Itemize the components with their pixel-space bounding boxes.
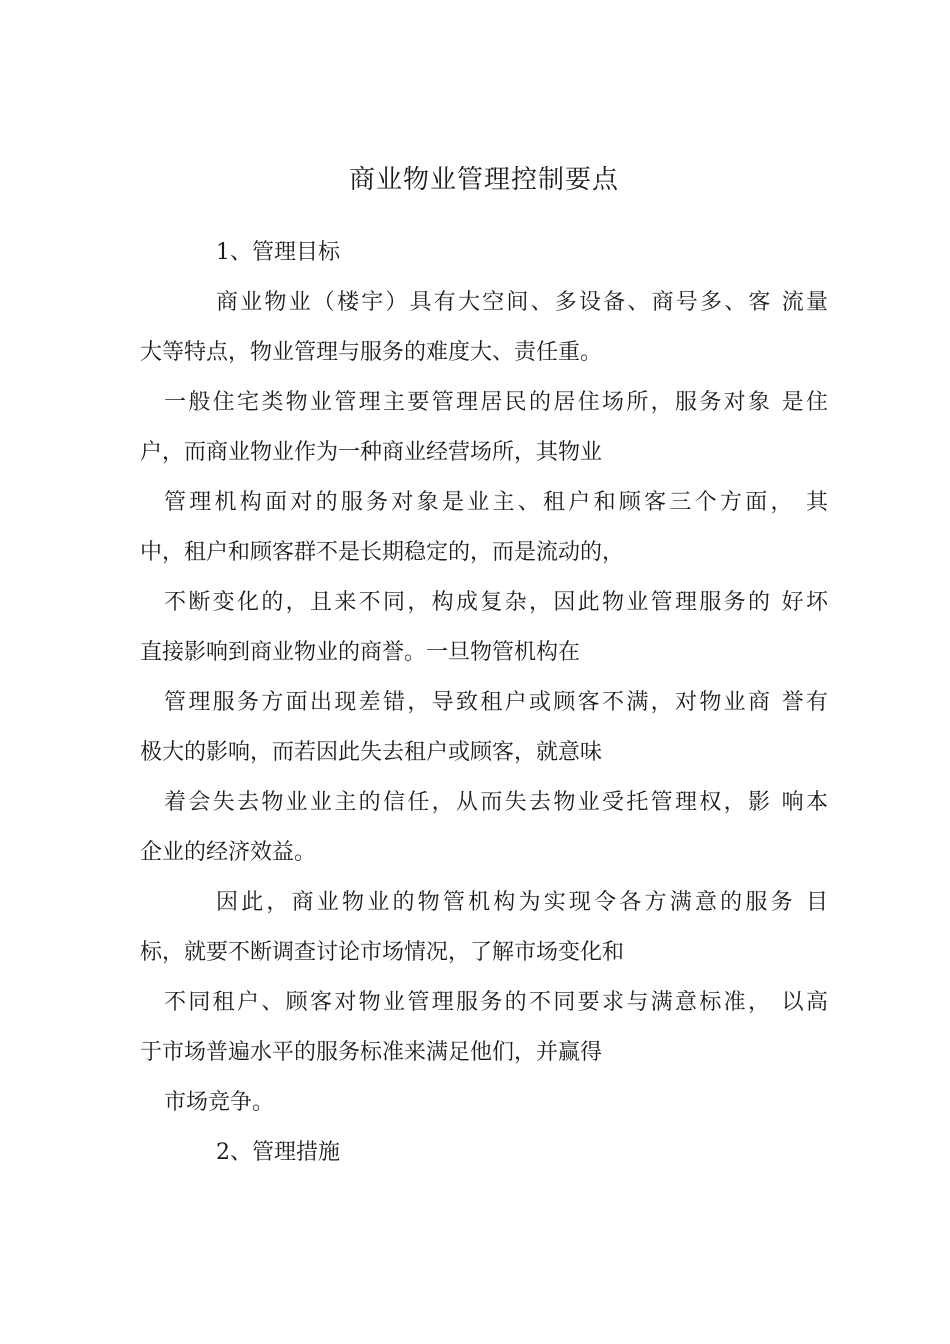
paragraph-line: 管理服务方面出现差错，导致租户或顾客不满，对物业商 誉有 <box>164 690 828 715</box>
paragraph-line: 标，就要不断调查讨论市场情况，了解市场变化和 <box>140 940 625 965</box>
paragraph-line: 因此，商业物业的物管机构为实现令各方满意的服务 目 <box>216 890 828 915</box>
paragraph-line: 不同租户、顾客对物业管理服务的不同要求与满意标准， 以高 <box>164 990 828 1015</box>
section-heading-1: 1、管理目标 <box>216 240 340 265</box>
paragraph-line: 户，而商业物业作为一种商业经营场所，其物业 <box>140 440 603 465</box>
paragraph-line: 中，租户和顾客群不是长期稳定的，而是流动的， <box>140 540 625 565</box>
paragraph-line: 管理机构面对的服务对象是业主、租户和顾客三个方面， 其 <box>164 490 828 515</box>
paragraph-line: 着会失去物业业主的信任，从而失去物业受托管理权，影 响本 <box>164 790 828 815</box>
paragraph-line: 极大的影响，而若因此失去租户或顾客，就意味 <box>140 740 603 765</box>
paragraph-line: 商业物业（楼宇）具有大空间、多设备、商号多、客 流量 <box>216 290 828 315</box>
paragraph-line: 市场竞争。 <box>164 1090 275 1115</box>
paragraph-line: 于市场普遍水平的服务标准来满足他们，并赢得 <box>140 1040 603 1065</box>
paragraph-line: 一般住宅类物业管理主要管理居民的居住场所，服务对象 是住 <box>164 390 828 415</box>
paragraph-line: 不断变化的，且来不同，构成复杂，因此物业管理服务的 好坏 <box>164 590 828 615</box>
paragraph-line: 企业的经济效益。 <box>140 840 317 865</box>
paragraph-line: 大等特点，物业管理与服务的难度大、责任重。 <box>140 340 603 365</box>
section-heading-2: 2、管理措施 <box>216 1140 340 1165</box>
paragraph-line: 直接影响到商业物业的商誉。一旦物管机构在 <box>140 640 581 665</box>
page-title: 商业物业管理控制要点 <box>348 165 619 195</box>
